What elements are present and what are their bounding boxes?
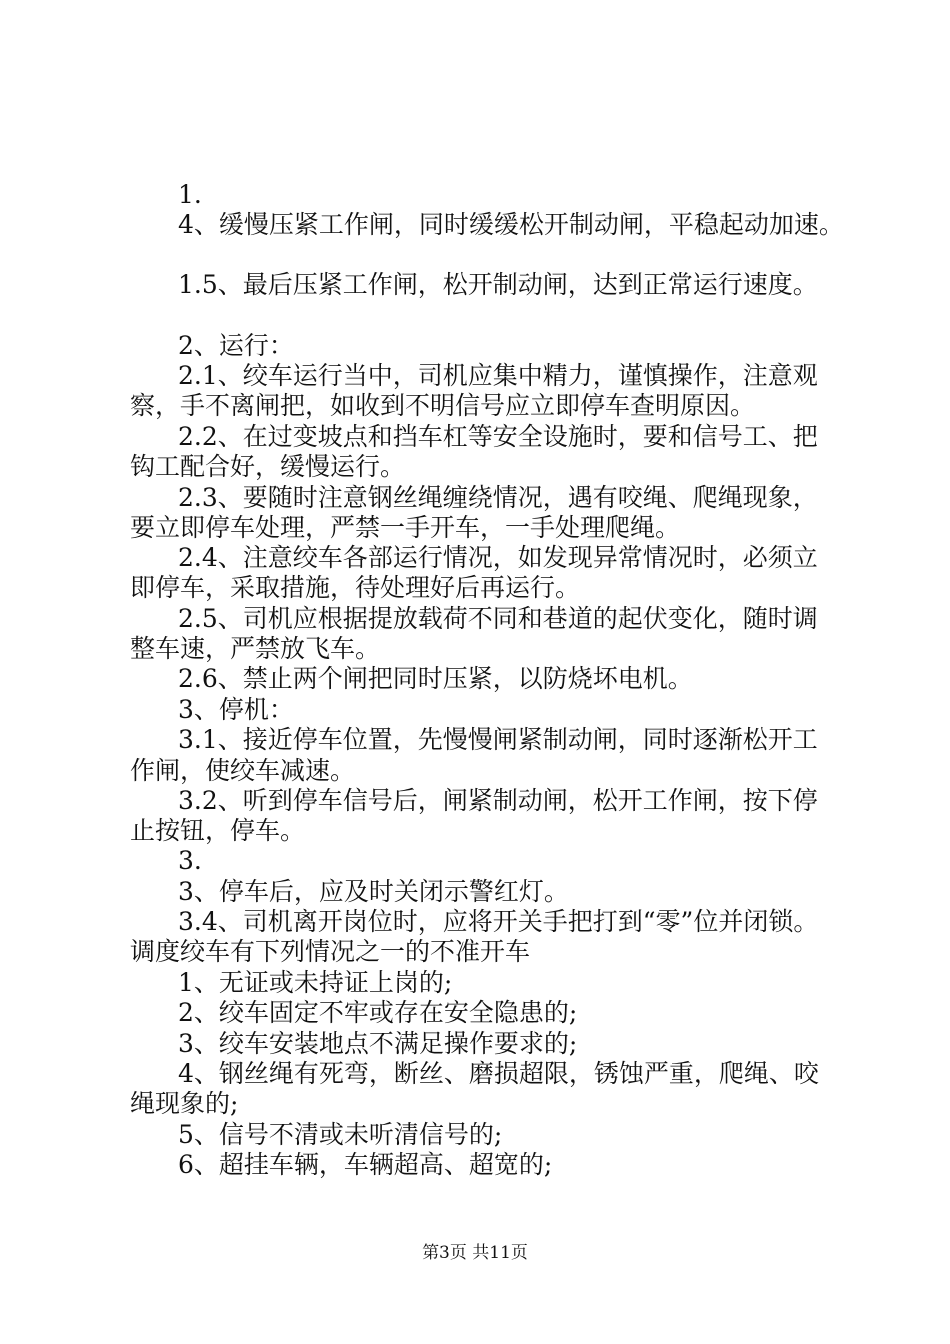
- list-item: 5、信号不清或未听清信号的;: [178, 1120, 503, 1149]
- text-line: 2.6、禁止两个闸把同时压紧，以防烧坏电机。: [178, 664, 693, 693]
- text-line: 整车速，严禁放飞车。: [130, 634, 381, 663]
- text-line: 2.4、注意绞车各部运行情况，如发现异常情况时，必须立: [178, 543, 818, 572]
- text-line: 3.4、司机离开岗位时，应将开关手把打到“零”位并闭锁。: [178, 907, 819, 936]
- section-heading: 2、运行：: [178, 331, 294, 360]
- list-item: 4、钢丝绳有死弯，断丝、磨损超限，锈蚀严重，爬绳、咬: [178, 1059, 819, 1088]
- list-item: 2、绞车固定不牢或存在安全隐患的;: [178, 998, 578, 1027]
- text-line: 3.: [178, 846, 202, 875]
- text-line: 3、停车后，应及时关闭示警红灯。: [178, 877, 569, 906]
- list-item: 6、超挂车辆，车辆超高、超宽的;: [178, 1150, 553, 1179]
- list-item: 1、无证或未持证上岗的;: [178, 968, 453, 997]
- text-line: 3.1、接近停车位置，先慢慢闸紧制动闸，同时逐渐松开工: [178, 725, 818, 754]
- text-line: 2.1、绞车运行当中，司机应集中精力，谨慎操作，注意观: [178, 361, 818, 390]
- text-line: 作闸，使绞车减速。: [130, 756, 356, 785]
- text-line: 止按钮，停车。: [130, 816, 306, 845]
- text-line: 即停车，采取措施，待处理好后再运行。: [130, 573, 581, 602]
- text-line: 1.5、最后压紧工作闸，松开制动闸，达到正常运行速度。: [178, 270, 818, 299]
- text-line: 钩工配合好，缓慢运行。: [130, 452, 406, 481]
- text-line: 2.5、司机应根据提放载荷不同和巷道的起伏变化，随时调: [178, 604, 818, 633]
- text-line: 4、缓慢压紧工作闸，同时缓缓松开制动闸，平稳起动加速。: [178, 210, 844, 239]
- section-heading: 3、停机：: [178, 695, 294, 724]
- text-line: 2.2、在过变坡点和挡车杠等安全设施时，要和信号工、把: [178, 422, 818, 451]
- text-line: 要立即停车处理，严禁一手开车，一手处理爬绳。: [130, 513, 681, 542]
- text-line: 1.: [178, 180, 202, 209]
- text-line: 3.2、听到停车信号后，闸紧制动闸，松开工作闸，按下停: [178, 786, 818, 815]
- list-item: 绳现象的;: [130, 1089, 239, 1118]
- list-item: 3、绞车安装地点不满足操作要求的;: [178, 1029, 578, 1058]
- page-number-footer: 第3页 共11页: [422, 1243, 528, 1263]
- text-line: 调度绞车有下列情况之一的不准开车: [130, 937, 531, 966]
- text-line: 2.3、要随时注意钢丝绳缠绕情况，遇有咬绳、爬绳现象，: [178, 483, 818, 512]
- text-line: 察，手不离闸把，如收到不明信号应立即停车查明原因。: [130, 391, 756, 420]
